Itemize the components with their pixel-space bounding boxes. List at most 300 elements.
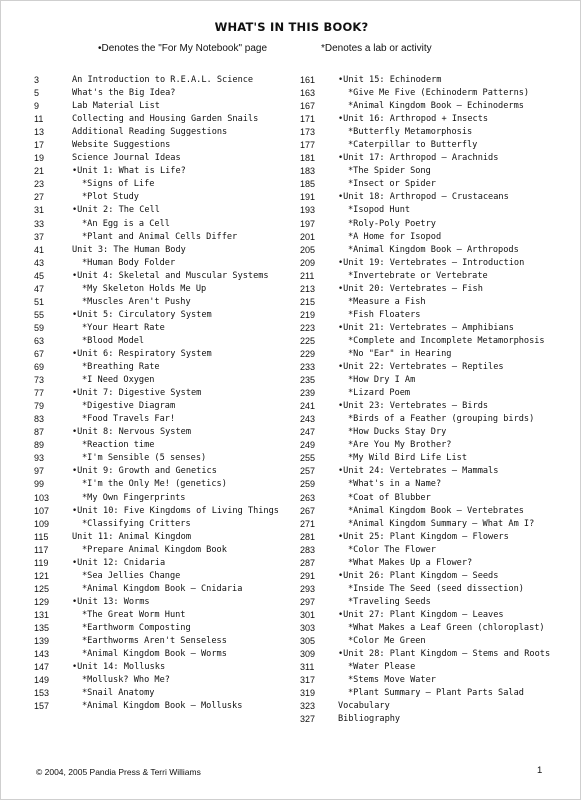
toc-page-number: 69 [34,362,45,373]
toc-entry-title: •Unit 20: Vertebrates – Fish [338,283,483,294]
toc-entry-title: Vocabulary [338,701,390,712]
toc-entry-title: *Plant and Animal Cells Differ [82,231,238,242]
toc-entry [34,87,304,100]
toc-entry-title: •Unit 18: Arthropod – Crustaceans [338,192,509,203]
toc-entry [34,557,304,570]
toc-page-number: 193 [300,205,316,216]
toc-entry [300,231,570,244]
toc-entry-title: *How Ducks Stay Dry [348,427,447,438]
copyright-footer: © 2004, 2005 Pandia Press & Terri Williams [36,767,201,777]
toc-page-number: 83 [34,414,45,425]
page-number: 1 [537,765,543,776]
toc-entry [300,492,570,505]
toc-entry-title: Bibliography [338,714,401,725]
toc-page-number: 239 [300,388,316,399]
toc-entry [34,361,304,374]
toc-entry [300,439,570,452]
toc-entry [300,674,570,687]
toc-page-number: 213 [300,283,316,294]
toc-entry-title: *Traveling Seeds [348,596,431,607]
toc-entry [300,557,570,570]
toc-entry [34,348,304,361]
toc-entry-title: •Unit 24: Vertebrates – Mammals [338,466,499,477]
toc-page-number: 121 [34,570,50,581]
toc-entry-title: •Unit 23: Vertebrates – Birds [338,401,489,412]
toc-entry [300,426,570,439]
toc-entry-title: •Unit 13: Worms [72,596,150,607]
toc-entry-title: *Breathing Rate [82,362,160,373]
toc-entry-title: •Unit 15: Echinoderm [338,75,442,85]
toc-entry-title: *Classifying Critters [82,518,191,529]
toc-entry-title: *Caterpillar to Butterfly [348,140,478,151]
toc-entry-title: •Unit 12: Cnidaria [72,557,166,568]
toc-entry-title: •Unit 8: Nervous System [72,427,191,438]
toc-page-number: 219 [300,309,316,320]
toc-page-number: 229 [300,348,316,359]
toc-entry [34,322,304,335]
toc-entry-title: *Muscles Aren't Pushy [82,296,191,307]
toc-entry [300,622,570,635]
toc-entry-title: *Animal Kingdom Book – Vertebrates [348,505,524,516]
toc-entry [300,465,570,478]
toc-entry [300,544,570,557]
toc-page-number: 9 [34,101,40,112]
toc-page-number: 63 [34,335,45,346]
toc-page-number: 263 [300,492,316,503]
toc-entry-title: •Unit 28: Plant Kingdom – Stems and Roots [338,649,551,660]
toc-entry [34,700,304,713]
toc-page-number: 17 [34,140,45,151]
toc-entry-title: What's the Big Idea? [72,88,176,99]
toc-page-number: 249 [300,440,316,451]
toc-page-number: 51 [34,296,45,307]
toc-page-number: 225 [300,335,316,346]
toc-entry [300,152,570,165]
toc-entry [34,413,304,426]
toc-page-number: 131 [34,609,50,620]
toc-entry [34,400,304,413]
toc-entry-title: *Animal Kingdom Book – Cnidaria [82,583,243,594]
toc-entry [34,218,304,231]
toc-entry-title: *Isopod Hunt [348,205,411,216]
toc-entry [34,387,304,400]
toc-page-number: 209 [300,257,316,268]
toc-entry-title: Collecting and Housing Garden Snails [72,114,259,125]
toc-entry-title: •Unit 14: Mollusks [72,662,166,673]
toc-page-number: 97 [34,466,45,477]
toc-entry [300,100,570,113]
toc-page-number: 89 [34,440,45,451]
toc-entry-title: *Signs of Life [82,179,155,190]
toc-entry-title: *My Own Fingerprints [82,492,186,503]
toc-page-number: 171 [300,114,316,125]
toc-page-number: 161 [300,75,316,85]
toc-entry [300,570,570,583]
toc-page-number: 117 [34,544,49,555]
toc-entry-title: *Color Me Green [348,636,426,647]
toc-page-number: 243 [300,414,316,425]
toc-page-number: 287 [300,557,316,568]
toc-entry-title: *Reaction time [82,440,155,451]
toc-entry-title: •Unit 19: Vertebrates – Introduction [338,257,525,268]
toc-page-number: 103 [34,492,50,503]
toc-entry-title: *Plot Study [82,192,139,203]
toc-page-number: 247 [300,427,316,438]
toc-page-number: 79 [34,401,45,412]
toc-page-number: 167 [300,101,316,112]
toc-entry [300,713,570,726]
toc-entry-title: •Unit 6: Respiratory System [72,348,212,359]
toc-page-number: 293 [300,583,316,594]
toc-entry [300,87,570,100]
toc-entry [34,661,304,674]
toc-page-number: 139 [34,636,50,647]
toc-entry-title: *Insect or Spider [348,179,436,190]
toc-entry [34,544,304,557]
toc-entry [300,518,570,531]
toc-entry-title: *Your Heart Rate [82,322,165,333]
toc-entry [34,74,304,87]
toc-page-number: 147 [34,662,50,673]
toc-entry [34,231,304,244]
toc-page-number: 3 [34,75,40,85]
toc-entry [300,126,570,139]
toc-entry [300,374,570,387]
toc-entry-title: •Unit 7: Digestive System [72,388,202,399]
toc-entry-title: An Introduction to R.E.A.L. Science [72,75,254,85]
toc-entry [300,165,570,178]
toc-entry [34,257,304,270]
toc-entry-title: *My Skeleton Holds Me Up [82,283,207,294]
toc-page-number: 259 [300,479,316,490]
toc-page-number: 107 [34,505,50,516]
toc-page-number: 297 [300,596,316,607]
toc-entry [34,531,304,544]
toc-page-number: 31 [34,205,45,216]
toc-entry [34,165,304,178]
toc-entry [300,687,570,700]
toc-page-number: 301 [300,609,316,620]
toc-page-number: 115 [34,531,49,542]
toc-entry-title: *No "Ear" in Hearing [348,348,452,359]
toc-page-number: 109 [34,518,50,529]
toc-entry [300,322,570,335]
toc-entry-title: *Water Please [348,662,416,673]
toc-page-number: 153 [34,688,50,699]
toc-page-number: 191 [300,192,316,203]
toc-entry-title: *Inside The Seed (seed dissection) [348,583,524,594]
toc-entry-title: *Food Travels Far! [82,414,176,425]
toc-page-number: 67 [34,348,45,359]
toc-entry [300,531,570,544]
toc-entry-title: *I Need Oxygen [82,375,155,386]
toc-entry-title: •Unit 27: Plant Kingdom – Leaves [338,609,504,620]
toc-entry-title: *Birds of a Feather (grouping birds) [348,414,535,425]
toc-entry-title: •Unit 5: Circulatory System [72,309,212,320]
toc-entry [300,635,570,648]
toc-entry-title: Unit 3: The Human Body [72,244,186,255]
toc-entry [34,374,304,387]
toc-entry [34,570,304,583]
toc-entry [300,191,570,204]
toc-entry-title: *Lizard Poem [348,388,411,399]
toc-page-number: 283 [300,544,316,555]
toc-entry-title: *Digestive Diagram [82,401,176,412]
toc-entry [300,270,570,283]
toc-entry [34,244,304,257]
toc-entry [300,361,570,374]
toc-entry [34,152,304,165]
toc-entry [300,609,570,622]
toc-entry-title: •Unit 9: Growth and Genetics [72,466,217,477]
toc-entry-title: *Animal Kingdom Book – Arthropods [348,244,519,255]
toc-page-number: 181 [300,153,316,164]
toc-entry-title: •Unit 22: Vertebrates – Reptiles [338,362,504,373]
toc-page-number: 125 [34,583,50,594]
toc-entry-title: *Invertebrate or Vertebrate [348,270,488,281]
toc-entry-title: *Roly-Poly Poetry [348,218,436,229]
toc-page-number: 27 [34,192,45,203]
toc-page-number: 149 [34,675,50,686]
toc-page-number: 255 [300,453,316,464]
toc-entry-title: *What Makes a Leaf Green (chloroplast) [348,622,545,633]
toc-entry-title: •Unit 26: Plant Kingdom – Seeds [338,570,499,581]
toc-entry-title: *Human Body Folder [82,257,176,268]
toc-left-column [34,74,304,713]
toc-page-number: 119 [34,557,49,568]
toc-entry-title: *What Makes Up a Flower? [348,557,473,568]
toc-entry-title: *Measure a Fish [348,296,426,307]
toc-entry-title: *Butterfly Metamorphosis [348,127,473,138]
toc-entry [300,596,570,609]
toc-entry [300,296,570,309]
toc-page-number: 43 [34,257,45,268]
toc-entry-title: *Animal Kingdom Book – Worms [82,649,227,660]
toc-entry [34,270,304,283]
toc-entry-title: *Are You My Brother? [348,440,452,451]
toc-entry-title: *Mollusk? Who Me? [82,675,170,686]
toc-entry [300,387,570,400]
toc-page-number: 13 [34,127,45,138]
toc-entry [300,700,570,713]
toc-page-number: 323 [300,701,316,712]
toc-entry-title: *A Home for Isopod [348,231,442,242]
toc-page-number: 47 [34,283,45,294]
toc-entry-title: *Give Me Five (Echinoderm Patterns) [348,88,530,99]
toc-page-number: 21 [34,166,45,177]
toc-entry-title: •Unit 16: Arthropod + Insects [338,114,489,125]
toc-page-number: 129 [34,596,50,607]
toc-page-number: 309 [300,649,316,660]
toc-entry-title: *Complete and Incomplete Metamorphosis [348,335,545,346]
toc-page-number: 73 [34,375,45,386]
toc-entry-title: *Animal Kingdom Book – Mollusks [82,701,243,712]
toc-entry-title: *Snail Anatomy [82,688,155,699]
toc-page-number: 201 [300,231,316,242]
toc-entry [300,309,570,322]
toc-entry-title: •Unit 4: Skeletal and Muscular Systems [72,270,269,281]
toc-entry [34,426,304,439]
toc-page-number: 281 [300,531,316,542]
toc-page-number: 233 [300,362,316,373]
toc-entry [300,413,570,426]
toc-entry [300,452,570,465]
toc-page-number: 183 [300,166,316,177]
toc-entry [300,335,570,348]
toc-entry [300,505,570,518]
toc-entry [34,478,304,491]
toc-page-number: 235 [300,375,316,386]
toc-entry-title: *Animal Kingdom Summary – What Am I? [348,518,535,529]
toc-entry-title: *Sea Jellies Change [82,570,181,581]
toc-entry [300,283,570,296]
toc-page-number: 45 [34,270,45,281]
toc-page-number: 215 [300,296,316,307]
toc-entry-title: •Unit 10: Five Kingdoms of Living Things [72,505,279,516]
toc-page-number: 37 [34,231,45,242]
toc-entry-title: *The Great Worm Hunt [82,609,186,620]
toc-entry [300,244,570,257]
toc-page-number: 317 [300,675,316,686]
toc-entry [300,348,570,361]
toc-entry [300,478,570,491]
toc-page-number: 205 [300,244,316,255]
toc-entry-title: •Unit 25: Plant Kingdom – Flowers [338,531,509,542]
toc-entry [34,100,304,113]
legend-notebook: •Denotes the "For My Notebook" page [98,43,268,54]
toc-entry [34,191,304,204]
toc-entry-title: Website Suggestions [72,140,171,151]
toc-page-number: 319 [300,688,316,699]
toc-page-number: 93 [34,453,45,464]
toc-entry [34,622,304,635]
toc-entry [34,452,304,465]
toc-entry [34,635,304,648]
toc-entry-title: Unit 11: Animal Kingdom [72,531,191,542]
toc-entry-title: *Stems Move Water [348,675,436,686]
toc-page-number: 135 [34,622,50,633]
toc-entry-title: *I'm Sensible (5 senses) [82,453,207,464]
toc-page-number: 99 [34,479,45,490]
toc-page-number: 5 [34,88,40,99]
toc-entry-title: *Fish Floaters [348,309,421,320]
toc-page-number: 271 [300,518,316,529]
toc-entry-title: *Animal Kingdom Book – Echinoderms [348,101,524,112]
toc-entry [34,178,304,191]
toc-entry [34,126,304,139]
toc-page-number: 177 [300,140,316,151]
toc-page-number: 77 [34,388,45,399]
toc-entry [300,257,570,270]
toc-entry-title: •Unit 1: What is Life? [72,166,186,177]
toc-entry [34,465,304,478]
toc-entry-title: •Unit 21: Vertebrates – Amphibians [338,322,514,333]
page-title: WHAT'S IN THIS BOOK? [214,20,369,34]
toc-page-number: 211 [300,270,315,281]
toc-page-number: 327 [300,714,316,725]
toc-entry-title: *Earthworms Aren't Senseless [82,636,227,647]
toc-page-number: 143 [34,649,50,660]
toc-entry [300,400,570,413]
toc-page-number: 197 [300,218,316,229]
toc-entry [300,583,570,596]
toc-page-number: 311 [300,662,315,673]
toc-entry [34,492,304,505]
toc-page-number: 241 [300,401,316,412]
toc-entry [300,113,570,126]
toc-entry [34,335,304,348]
toc-entry [300,218,570,231]
toc-entry-title: *What's in a Name? [348,479,442,490]
toc-page-number: 291 [300,570,316,581]
toc-entry-title: *An Egg is a Cell [82,218,170,229]
toc-entry [300,661,570,674]
toc-page-number: 33 [34,218,45,229]
toc-page-number: 223 [300,322,316,333]
legend-lab: *Denotes a lab or activity [321,43,432,54]
toc-entry [300,178,570,191]
toc-page-number: 157 [34,701,50,712]
toc-entry [34,674,304,687]
toc-entry [34,139,304,152]
toc-entry [34,296,304,309]
toc-page-number: 173 [300,127,316,138]
toc-entry-title: *Blood Model [82,335,145,346]
toc-entry-title: *Coat of Blubber [348,492,431,503]
toc-entry [34,439,304,452]
toc-entry-title: Lab Material List [72,101,160,112]
toc-entry-title: *My Wild Bird Life List [348,453,467,464]
toc-entry [34,518,304,531]
toc-page-number: 267 [300,505,316,516]
toc-entry-title: *I'm the Only Me! (genetics) [82,479,227,490]
toc-entry [34,687,304,700]
toc-entry [300,648,570,661]
toc-entry-title: *Earthworm Composting [82,622,191,633]
toc-page-number: 305 [300,636,316,647]
toc-page-number: 55 [34,309,45,320]
toc-entry [34,309,304,322]
toc-page-number: 257 [300,466,316,477]
toc-entry [300,139,570,152]
toc-page-number: 163 [300,88,316,99]
toc-entry-title: *Plant Summary – Plant Parts Salad [348,688,524,699]
toc-entry [34,505,304,518]
toc-page-number: 59 [34,322,45,333]
toc-entry [34,609,304,622]
toc-entry [34,583,304,596]
toc-entry-title: *Prepare Animal Kingdom Book [82,544,227,555]
toc-page-number: 303 [300,622,316,633]
toc-entry [34,113,304,126]
toc-entry-title: •Unit 2: The Cell [72,205,160,216]
toc-entry-title: *The Spider Song [348,166,431,177]
toc-entry-title: *How Dry I Am [348,375,416,386]
toc-entry [34,283,304,296]
toc-entry [34,596,304,609]
toc-entry [34,648,304,661]
toc-entry [300,74,570,87]
toc-entry-title: *Color The Flower [348,544,436,555]
toc-page-number: 185 [300,179,316,190]
toc-entry-title: •Unit 17: Arthropod – Arachnids [338,153,499,164]
toc-page-number: 23 [34,179,45,190]
toc-entry-title: Science Journal Ideas [72,153,181,164]
toc-page-number: 87 [34,427,45,438]
toc-right-column [300,74,570,726]
toc-entry [34,204,304,217]
toc-entry [300,204,570,217]
